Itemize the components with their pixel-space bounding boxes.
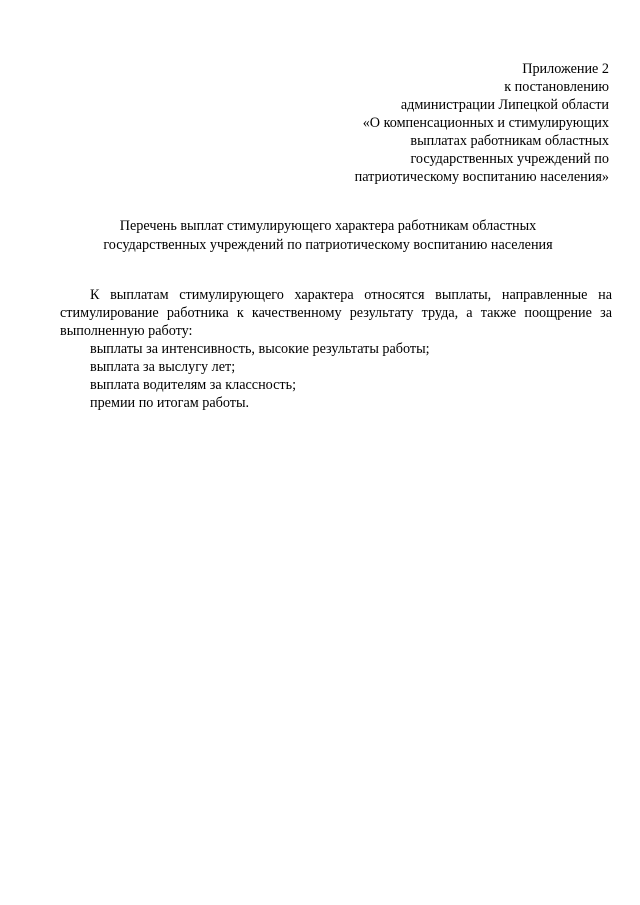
appendix-resolution-title-line-4: патриотическому воспитанию населения» [354, 169, 609, 185]
appendix-resolution-title-line-3: государственных учреждений по [410, 151, 609, 167]
appendix-resolution-title-line-1: «О компенсационных и стимулирующих [362, 115, 609, 131]
list-item: выплата водителям за классность; [90, 377, 297, 393]
appendix-reference: к постановлению [504, 79, 609, 95]
list-item: выплаты за интенсивность, высокие результаты работы; [90, 341, 430, 357]
list-item: выплата за выслугу лет; [90, 359, 236, 375]
appendix-issuer: администрации Липецкой области [400, 97, 609, 113]
document-title-line-2: государственных учреждений по патриотическому воспитанию населения [103, 237, 553, 253]
document-title [60, 217, 596, 255]
appendix-resolution-title-line-2: выплатах работникам областных [410, 133, 609, 149]
intro-paragraph: К выплатам стимулирующего характера относятся выплаты, направленные на стимулирование работника к качественному результату труда, а также поощрение за выполненную работу: [60, 287, 612, 339]
document-body [60, 286, 612, 412]
list-item: премии по итогам работы. [90, 395, 250, 411]
appendix-number: Приложение 2 [522, 61, 609, 77]
document-title-line-1: Перечень выплат стимулирующего характера работникам областных [119, 218, 537, 234]
appendix-header [289, 60, 609, 186]
